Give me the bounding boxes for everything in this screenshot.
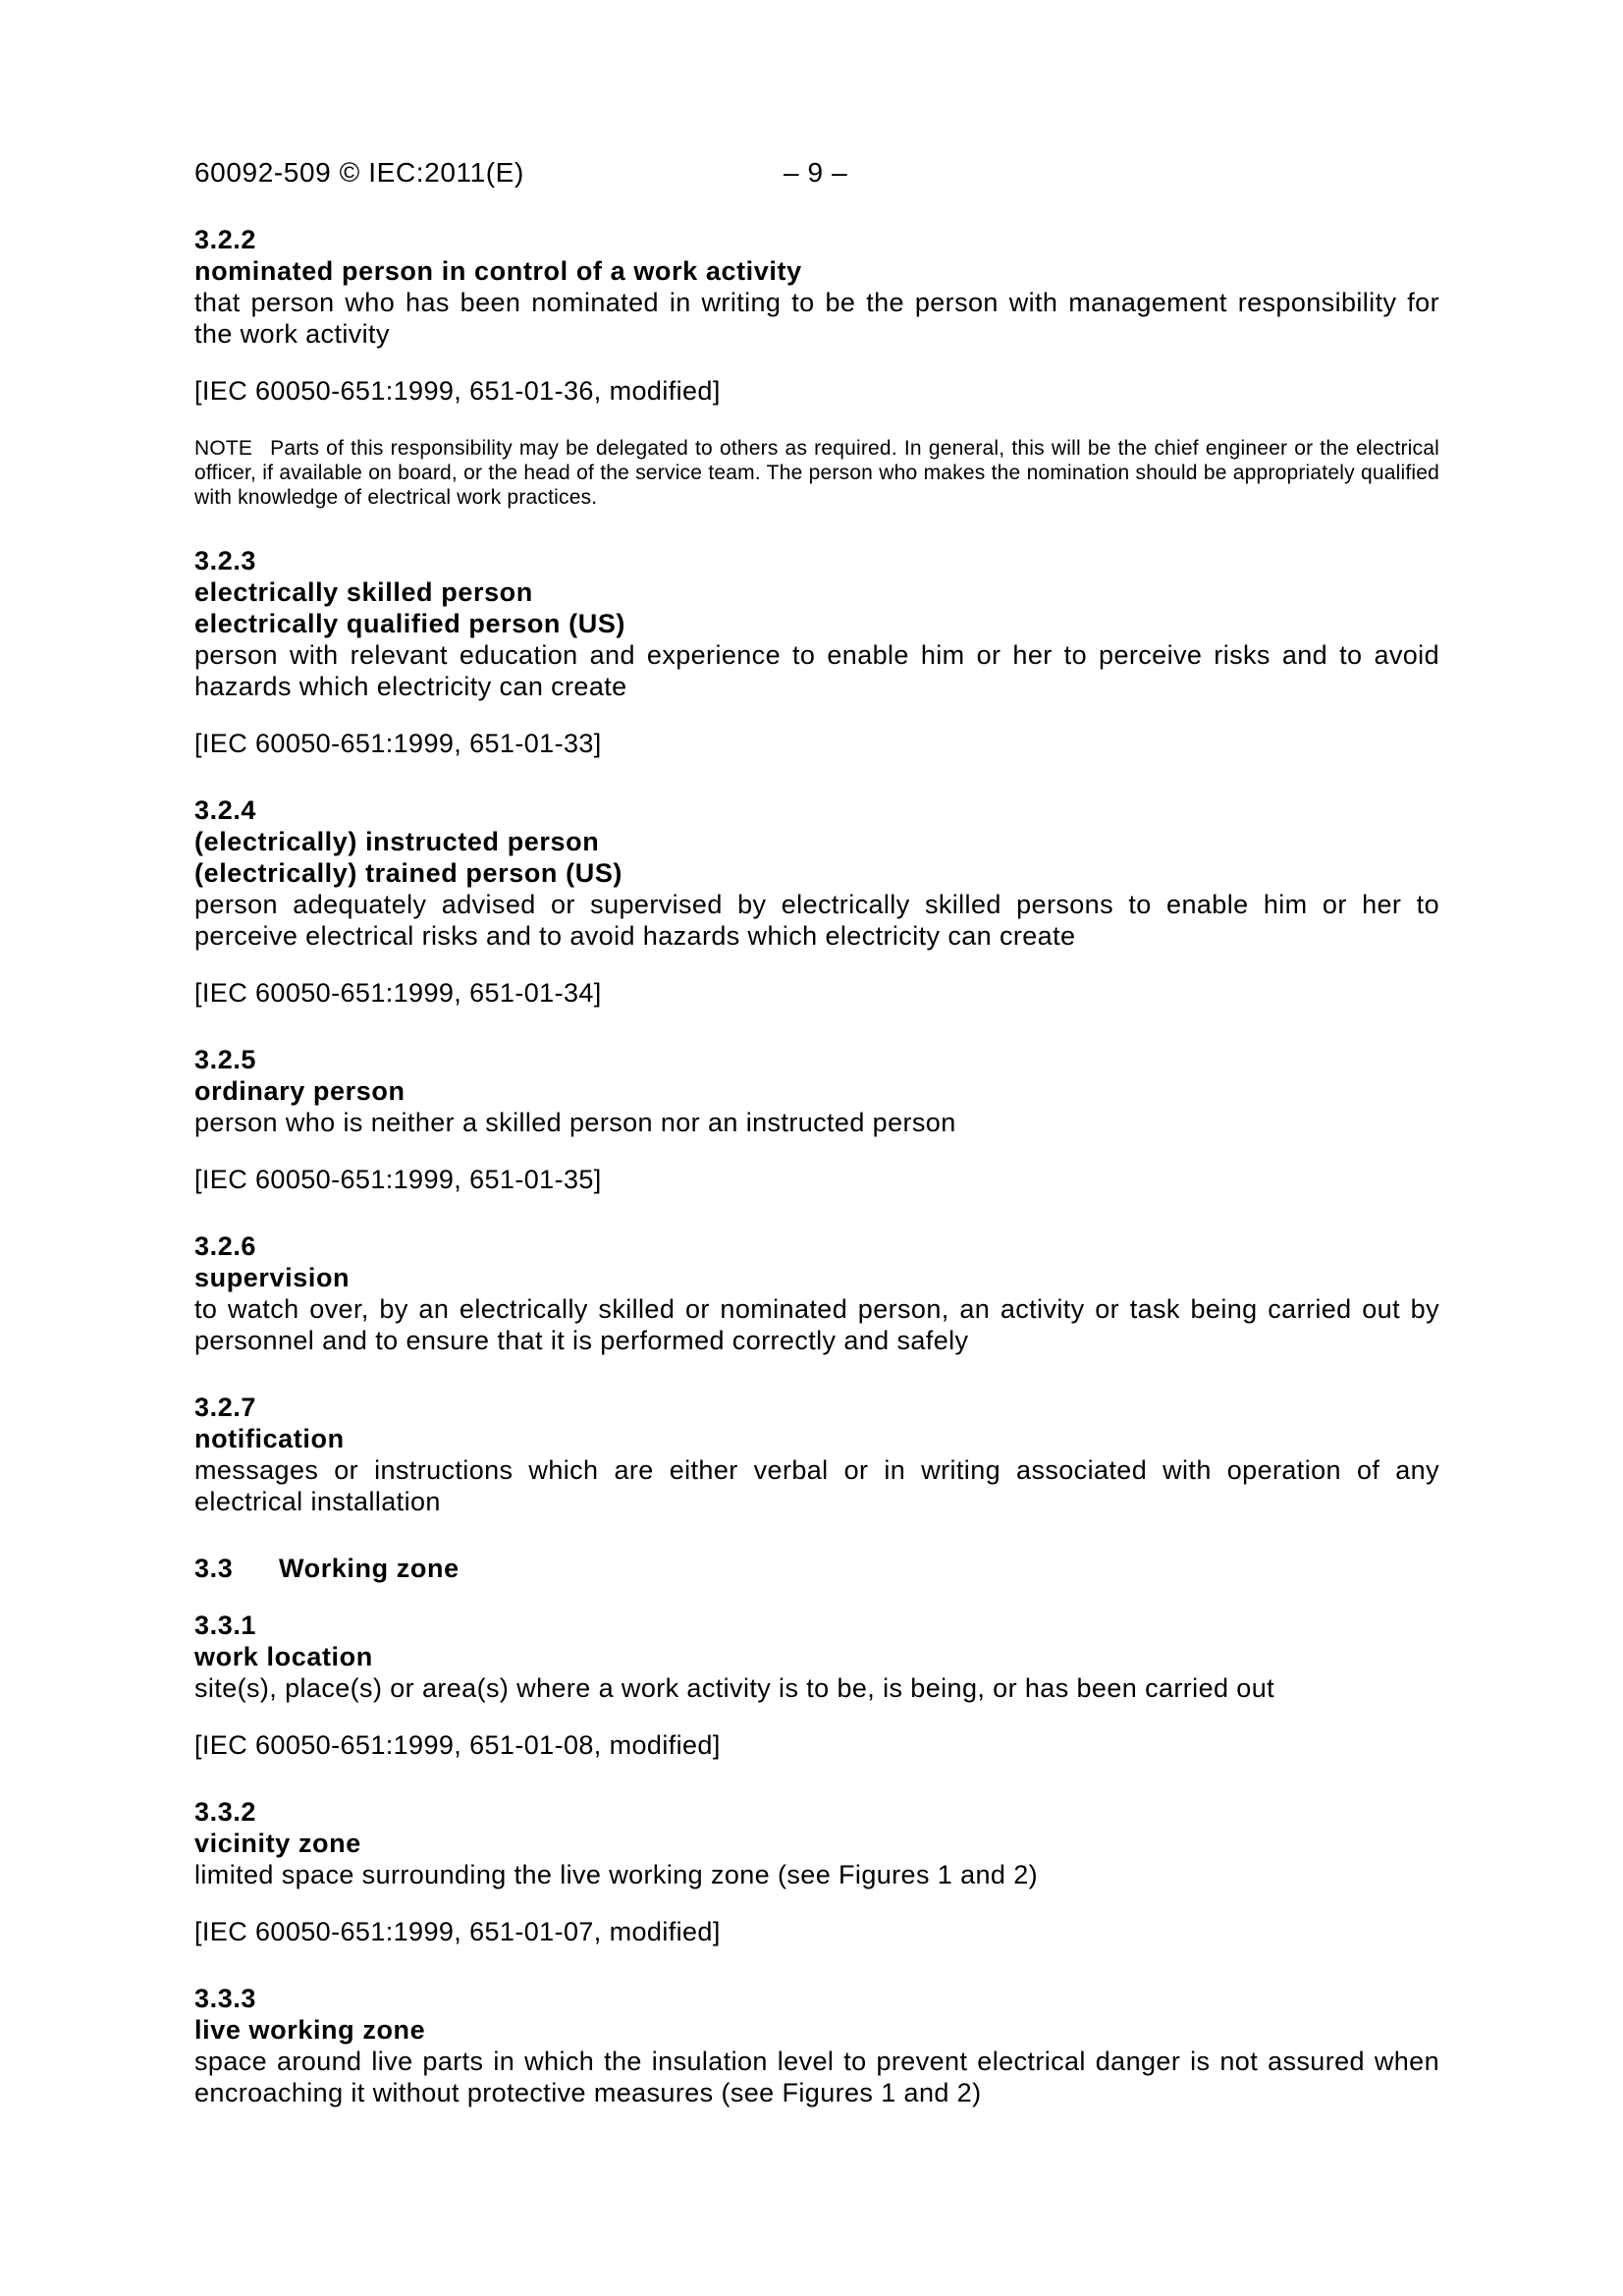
clause-number: 3.2.5 [194, 1045, 257, 1074]
source-reference: [IEC 60050-651:1999, 651-01-33] [194, 729, 602, 758]
clause-3-2-7 [194, 1392, 1439, 1517]
section-title: Working zone [279, 1554, 460, 1583]
section-heading [194, 1553, 1439, 1584]
clause-number: 3.2.2 [194, 225, 257, 254]
clause-3-2-4 [194, 794, 1439, 1009]
clause-number: 3.2.7 [194, 1393, 257, 1422]
term: (electrically) instructed person [194, 827, 600, 856]
source-reference: [IEC 60050-651:1999, 651-01-34] [194, 978, 602, 1008]
term: vicinity zone [194, 1829, 361, 1858]
clause-number: 3.3.2 [194, 1797, 257, 1827]
definition: that person who has been nominated in writing to be the person with management responsibility for the work activity [194, 288, 1439, 349]
term: electrically skilled person [194, 577, 533, 607]
clause-number: 3.2.3 [194, 546, 257, 575]
note-label: NOTE [194, 437, 253, 460]
definition: site(s), place(s) or area(s) where a work activity is to be, is being, or has been carried out [194, 1673, 1275, 1703]
clause-3-3-1 [194, 1610, 1439, 1761]
term: work location [194, 1642, 373, 1671]
section-number: 3.3 [194, 1554, 234, 1583]
definition: messages or instructions which are either verbal or in writing associated with operation of any electrical installation [194, 1455, 1439, 1516]
term-alternative: electrically qualified person (US) [194, 609, 626, 638]
clause-3-3-2 [194, 1796, 1439, 1947]
term: ordinary person [194, 1076, 406, 1106]
clause-3-3-3 [194, 1983, 1439, 2108]
note [194, 436, 1439, 510]
definition: person adequately advised or supervised by electrically skilled persons to enable him or her to perceive electrical risks and to avoid hazards which electricity can create [194, 890, 1439, 951]
term: supervision [194, 1263, 351, 1292]
clause-3-2-6 [194, 1230, 1439, 1356]
term: live working zone [194, 2015, 426, 2045]
clause-3-2-2 [194, 224, 1439, 510]
source-reference: [IEC 60050-651:1999, 651-01-07, modified] [194, 1917, 721, 1946]
note-text: Parts of this responsibility may be delegated to others as required. In general, this will be the chief engineer or the electrical officer, if available on board, or the head of the service team. The person who makes the nomination should be appropriately qualified with knowledge of electrical work practices. [194, 437, 1439, 509]
clause-number: 3.2.6 [194, 1231, 257, 1261]
definition: person with relevant education and experience to enable him or her to perceive risks and to avoid hazards which electricity can create [194, 640, 1439, 701]
term: notification [194, 1424, 345, 1453]
clause-3-2-3 [194, 545, 1439, 759]
page-number: – 9 – [784, 157, 848, 188]
term: nominated person in control of a work activity [194, 256, 802, 286]
document-id: 60092-509 © IEC:2011(E) [194, 157, 524, 188]
clause-number: 3.3.1 [194, 1611, 257, 1640]
clause-number: 3.2.4 [194, 795, 257, 825]
definition: person who is neither a skilled person nor an instructed person [194, 1108, 956, 1137]
source-reference: [IEC 60050-651:1999, 651-01-08, modified] [194, 1730, 721, 1760]
definition: to watch over, by an electrically skilled or nominated person, an activity or task being carried out by personnel and to ensure that it is performed correctly and safely [194, 1294, 1439, 1355]
source-reference: [IEC 60050-651:1999, 651-01-35] [194, 1165, 602, 1194]
clause-number: 3.3.3 [194, 1984, 257, 2013]
document-body [194, 224, 1439, 2144]
source-reference: [IEC 60050-651:1999, 651-01-36, modified] [194, 376, 721, 406]
term-alternative: (electrically) trained person (US) [194, 858, 623, 888]
clause-3-2-5 [194, 1044, 1439, 1195]
definition: space around live parts in which the insulation level to prevent electrical danger is not assured when encroaching it without protective measures (see Figures 1 and 2) [194, 2047, 1439, 2107]
definition: limited space surrounding the live working zone (see Figures 1 and 2) [194, 1860, 1039, 1889]
